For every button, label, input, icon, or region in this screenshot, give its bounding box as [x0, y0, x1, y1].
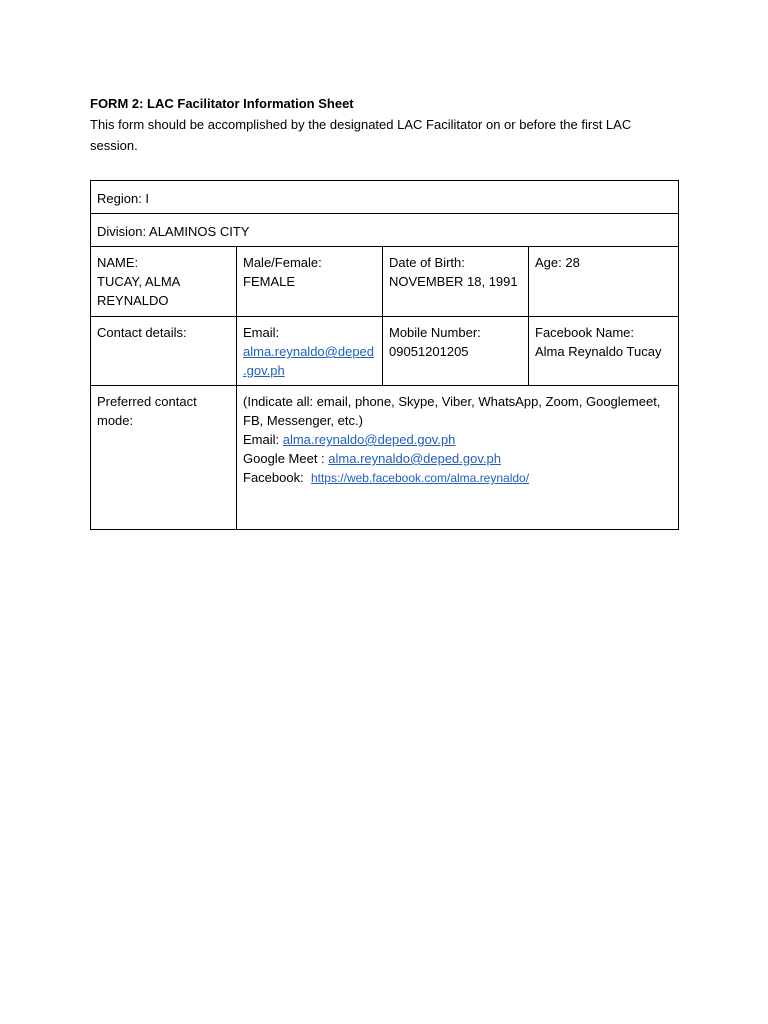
mobile-label: Mobile Number:: [389, 325, 481, 340]
pref-meet-line: [243, 449, 672, 468]
preferred-instructions: (Indicate all: email, phone, Skype, Viber, WhatsApp, Zoom, Googlemeet, FB, Messenger, etc.): [243, 394, 661, 428]
dob-cell: [383, 247, 529, 317]
contact-label-cell: Contact details:: [91, 317, 237, 386]
pref-email-link[interactable]: alma.reynaldo@deped.gov.ph: [282, 432, 456, 447]
table-row: [91, 214, 679, 247]
division-cell: Division: ALAMINOS CITY: [91, 214, 679, 247]
email-link[interactable]: alma.reynaldo@deped.gov.ph: [243, 344, 375, 378]
pref-fb-link[interactable]: https://web.facebook.com/alma.reynaldo/: [310, 471, 530, 485]
dob-label: Date of Birth:: [389, 255, 465, 270]
mobile-cell: [383, 317, 529, 386]
age-cell: Age: 28: [529, 247, 679, 317]
region-cell: Region: I: [91, 181, 679, 214]
table-row: [91, 181, 679, 214]
facebook-value: Alma Reynaldo Tucay: [535, 344, 662, 359]
name-label: NAME:: [97, 255, 139, 270]
sex-cell: [237, 247, 383, 317]
email-cell: [237, 317, 383, 386]
facebook-label: Facebook Name:: [535, 325, 634, 340]
table-row: [91, 386, 679, 530]
table-row: [91, 317, 679, 386]
sex-value: FEMALE: [243, 274, 296, 289]
document-page: [90, 94, 678, 485]
sex-label: Male/Female:: [243, 255, 322, 270]
email-label: Email:: [243, 325, 280, 340]
preferred-label-cell: Preferred contact mode:: [91, 386, 237, 530]
dob-value: NOVEMBER 18, 1991: [389, 274, 518, 289]
facilitator-info-table: [90, 180, 679, 530]
form-description: This form should be accomplished by the designated LAC Facilitator on or before the first LAC session.: [90, 117, 632, 153]
pref-email-label: Email:: [243, 432, 283, 447]
name-line2: REYNALDO: [97, 293, 169, 308]
pref-meet-label: Google Meet :: [243, 451, 329, 466]
table-row: [91, 247, 679, 317]
facebook-cell: [529, 317, 679, 386]
pref-meet-link[interactable]: alma.reynaldo@deped.gov.ph: [328, 451, 501, 466]
pref-fb-label: Facebook:: [243, 470, 311, 485]
mobile-value: 09051201205: [389, 344, 469, 359]
pref-fb-line: [243, 468, 672, 488]
name-cell: [91, 247, 237, 317]
preferred-modes-cell: [237, 386, 679, 530]
form-title: FORM 2: LAC Facilitator Information Sheet: [90, 96, 354, 111]
pref-email-line: [243, 430, 672, 449]
name-line1: TUCAY, ALMA: [97, 274, 181, 289]
